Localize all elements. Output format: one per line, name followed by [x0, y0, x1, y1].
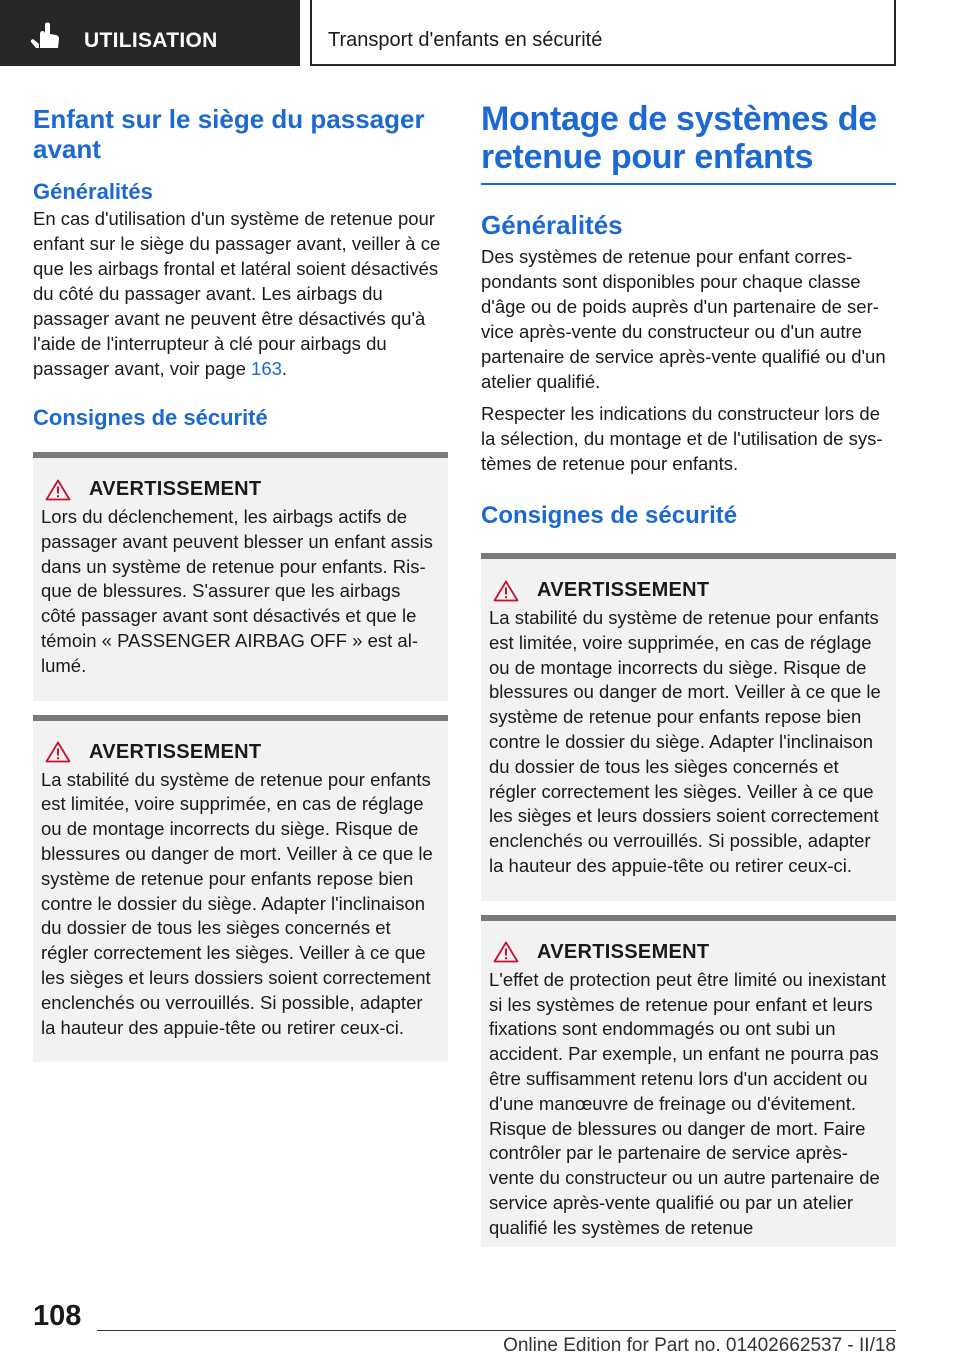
- warning-header: [41, 741, 440, 764]
- right-safety-heading: Consignes de sécurité: [481, 502, 738, 529]
- page-number: 108: [33, 1300, 82, 1332]
- right-general-text-2: Respecter les indications du constructeur lors de la sélection, du montage et de l'utilisation de systèmes de retenue pour enfants.: [481, 403, 883, 474]
- warning-text: L'effet de protection peut être limité ou inexistant si les systèmes de retenue pour enfant et leurs fixations sont endommagés ou ont subi un accident. Par exemple, un enfant ne pourra pas être suffisamment retenu lors d'un accident ou d'une manœuvre de freinage ou d'évitement. Risque de blessures ou danger de mort. Faire contrôler par le partenaire de service après-vente du constructeur ou un autre partenaire de service après-vente qualifié ou par un atelier qualifié les systèmes de retenue: [489, 968, 887, 1238]
- right-title: Montage de systèmes de retenue pour enfants: [481, 100, 877, 176]
- warning-header: [489, 941, 888, 964]
- warning-header: [489, 579, 888, 602]
- warning-box: [33, 452, 448, 701]
- warning-triangle-icon: [45, 741, 71, 763]
- right-column: [481, 100, 896, 1247]
- hand-pointer-icon: [30, 22, 62, 50]
- left-title: Enfant sur le siège du passager avant: [33, 104, 425, 164]
- warning-triangle-icon: [45, 479, 71, 501]
- warning-title: AVERTISSEMENT: [537, 940, 710, 963]
- left-general-end: .: [281, 358, 288, 379]
- warning-triangle-icon: [493, 941, 519, 963]
- warning-text: Lors du déclenchement, les airbags actifs de passager avant peuvent blesser un enfant assis dans un système de retenue pour enfants. Risque de blessures. S'assurer que les airbags côté passager avant sont désactivés et que le témoin « PASSENGER AIRBAG OFF » est allumé.: [41, 506, 433, 676]
- left-general-text: [33, 206, 448, 381]
- warning-triangle-icon: [493, 580, 519, 602]
- section-tab: [0, 0, 300, 66]
- page-link-163[interactable]: 163: [251, 358, 282, 379]
- breadcrumb: [310, 0, 896, 66]
- section-label: UTILISATION: [84, 29, 218, 52]
- warning-text: La stabilité du système de retenue pour enfants est limitée, voire supprimée, en cas de réglage ou de montage incorrects du siège. Risque de blessures ou danger de mort. Veiller à ce que le système de retenue pour enfants repose bien contre le dossier du siège. Adapter l'inclinaison du dossier de tous les sièges concernés et régler correctement les sièges. Veiller à ce que les sièges et leurs dossiers soient correctement enclenchés ou verrouillés. Si possible, adapter la hauteur des appuie-tête ou retirer ceux-ci.: [489, 607, 881, 876]
- left-general-body: En cas d'utilisation d'un système de retenue pour enfant sur le siège du passager avant, veiller à ce que les airbags frontal et latéral soient désactivés du côté du passager avant. Les airbags du passager avant ne peuvent être désactivés qu'à l'aide de l'interrupteur à clé pour airbags du passager avant, voir page: [33, 208, 441, 379]
- edition-note: Online Edition for Part no. 01402662537 - II/18: [503, 1335, 896, 1356]
- right-general-heading: Généralités: [481, 210, 623, 240]
- breadcrumb-label: Transport d'enfants en sécurité: [328, 29, 603, 51]
- footer-rule: [97, 1330, 896, 1331]
- left-column: [33, 100, 448, 1062]
- right-general-text-1: Des systèmes de retenue pour enfant correspondants sont disponibles pour chaque classe d'âge ou de poids auprès d'un partenaire de service après-vente du constructeur ou d'un autre partenaire de service après-vente qualifié ou d'un atelier qualifié.: [481, 246, 886, 392]
- warning-title: AVERTISSEMENT: [89, 740, 262, 763]
- warning-header: [41, 478, 440, 501]
- warning-title: AVERTISSEMENT: [537, 579, 710, 601]
- warning-box: [33, 715, 448, 1063]
- warning-box: [481, 553, 896, 901]
- left-safety-heading: Consignes de sécurité: [33, 405, 268, 430]
- left-general-heading: Généralités: [33, 179, 153, 204]
- warning-box: [481, 915, 896, 1247]
- warning-title: AVERTISSEMENT: [89, 478, 262, 500]
- warning-text: La stabilité du système de retenue pour enfants est limitée, voire supprimée, en cas de réglage ou de montage incorrects du siège. Risque de blessures ou danger de mort. Veiller à ce que le système de retenue pour enfants repose bien contre le dossier du siège. Adapter l'inclinaison du dossier de tous les sièges concernés et régler correctement les sièges. Veiller à ce que les sièges et leurs dossiers soient correctement enclenchés ou verrouillés. Si possible, adapter la hauteur des appuie-tête ou retirer ceux-ci.: [41, 768, 433, 1038]
- title-rule: [481, 183, 896, 185]
